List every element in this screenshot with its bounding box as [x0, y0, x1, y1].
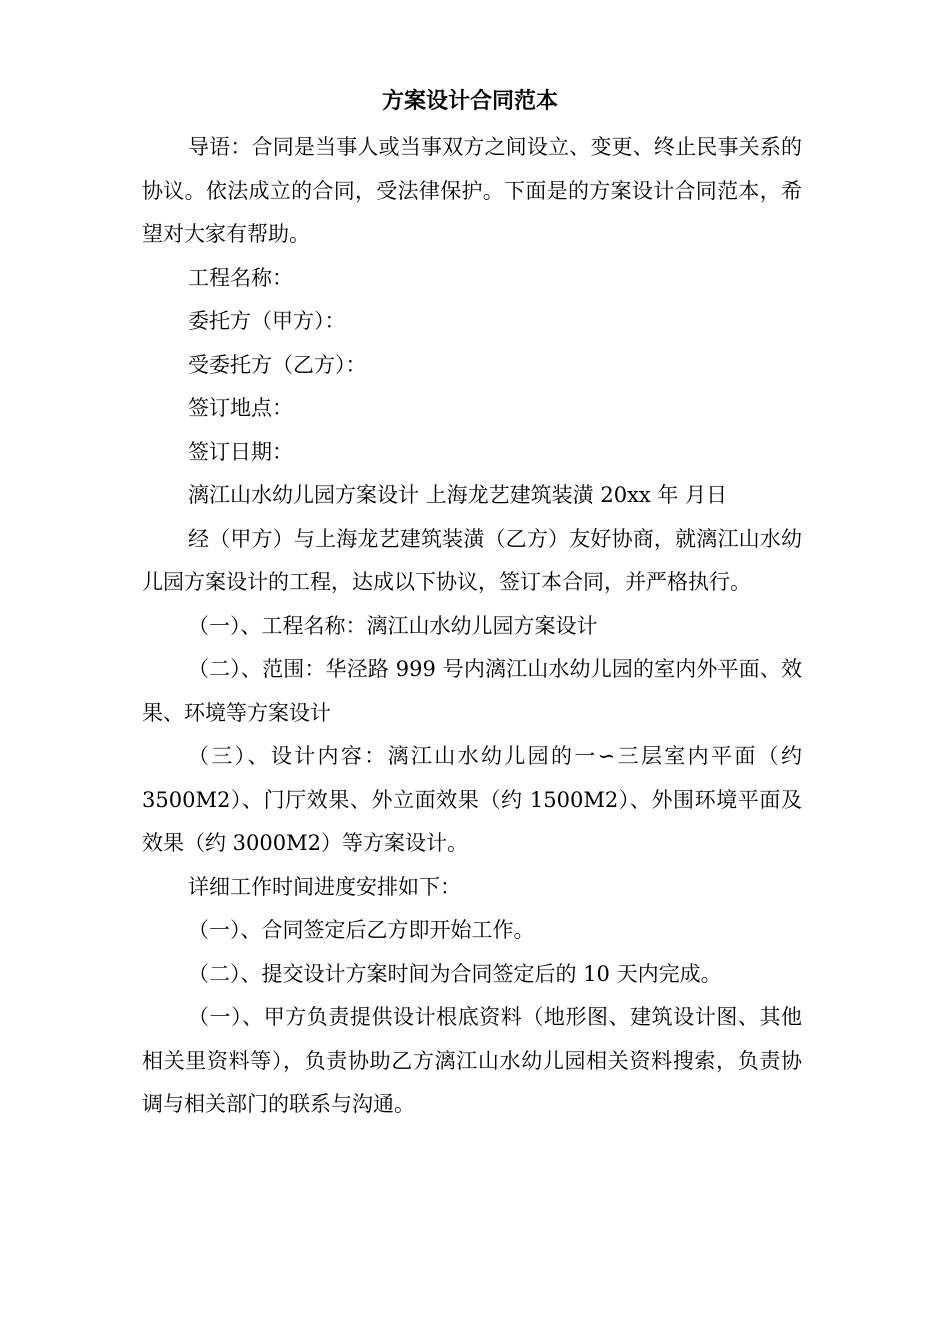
- paragraph-signing-date: 签订日期：: [188, 439, 293, 464]
- paragraph-schedule-2: （二）、提交设计方案时间为合同签定后的 10 天内完成。: [188, 961, 722, 986]
- paragraph-project-line: 漓江山水幼儿园方案设计 上海龙艺建筑装潢 20xx 年 月日: [188, 483, 728, 507]
- paragraph-clause-1: （一）、工程名称：漓江山水幼儿园方案设计: [188, 613, 598, 638]
- paragraph-project-name: 工程名称：: [188, 265, 293, 290]
- paragraph-client: 委托方（甲方）：: [188, 309, 346, 333]
- page-title: 方案设计合同范本: [381, 89, 558, 114]
- paragraph-signing-place: 签订地点：: [188, 396, 293, 420]
- paragraph-schedule-heading: 详细工作时间进度安排如下：: [188, 874, 461, 899]
- paragraph-client-duties: （一）、甲方负责提供设计根底资料（地形图、建筑设计图、其他相关里资料等），负责协助乙方漓江山水幼儿园相关资料搜索，负责协调与相关部门的联系与沟通。: [142, 1005, 802, 1116]
- paragraph-contractor: 受委托方（乙方）：: [188, 352, 367, 377]
- paragraph-schedule-1: （一）、合同签定后乙方即开始工作。: [188, 918, 535, 942]
- paragraph-agreement: 经（甲方）与上海龙艺建筑装潢（乙方）友好协商，就漓江山水幼儿园方案设计的工程，达成以下协议，签订本合同，并严格执行。: [142, 526, 802, 594]
- paragraph-intro: 导语：合同是当事人或当事双方之间设立、变更、终止民事关系的协议。依法成立的合同，受法律保护。下面是的方案设计合同范本，希望对大家有帮助。: [142, 135, 802, 246]
- paragraph-clause-3: （三）、设计内容：漓江山水幼儿园的一∽三层室内平面（约 3500M2）、门厅效果、外立面效果（约 1500M2）、外围环境平面及效果（约 3000M2）等方案设计。: [142, 744, 802, 855]
- document-body: [142, 126, 802, 1127]
- paragraph-clause-2: （二）、范围：华泾路 999 号内漓江山水幼儿园的室内外平面、效果、环境等方案设计: [142, 657, 802, 725]
